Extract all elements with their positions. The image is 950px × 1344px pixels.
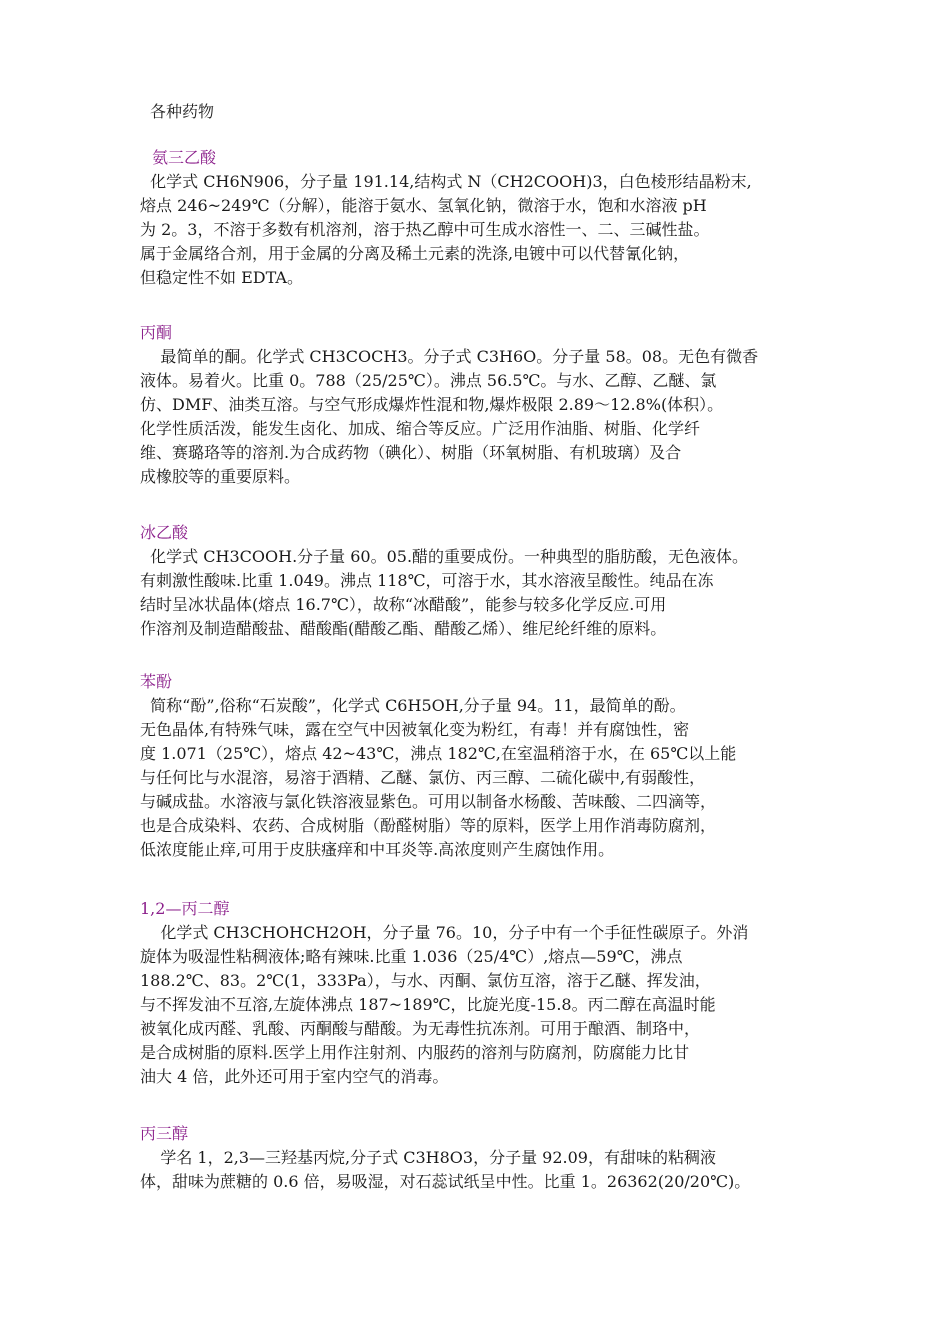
body-line: 188.2℃、83。2℃(1，333Pa），与水、丙酮、氯仿互溶，溶于乙醚、挥发油， (140, 971, 711, 990)
section-heading: 氨三乙酸 (152, 148, 217, 167)
body-line: 与碱成盐。水溶液与氯化铁溶液显紫色。可用以制备水杨酸、苦味酸、二四滴等， (140, 792, 717, 811)
body-line: 也是合成染料、农药、合成树脂（酚醛树脂）等的原料，医学上用作消毒防腐剂， (140, 816, 717, 835)
body-line: 化学性质活泼，能发生卤化、加成、缩合等反应。广泛用作油脂、树脂、化学纤 (140, 419, 701, 438)
body-line: 无色晶体,有特殊气味，露在空气中因被氧化变为粉红，有毒！并有腐蚀性，密 (140, 720, 690, 739)
body-line: 与任何比与水混溶，易溶于酒精、乙醚、氯仿、丙三醇、二硫化碳中,有弱酸性， (140, 768, 706, 787)
body-line: 度 1.071（25℃），熔点 42~43℃，沸点 182℃,在室温稍溶于水，在 65℃以上能 (140, 744, 737, 763)
section-propylene-glycol (140, 897, 815, 1089)
section-body (140, 170, 815, 290)
body-line: 作溶剂及制造醋酸盐、醋酸酯(醋酸乙酯、醋酸乙烯）、维尼纶纤维的原料。 (140, 619, 667, 638)
section-phenol (140, 670, 815, 862)
body-line: 最简单的酮。化学式 CH3COCH3。分子式 C3H6O。分子量 58。08。无色有微香 (140, 347, 759, 366)
section-heading: 冰乙酸 (140, 523, 189, 542)
section-glacial-acetic-acid (140, 521, 815, 641)
body-line: 被氧化成丙醛、乳酸、丙酮酸与醋酸。为无毒性抗冻剂。可用于酿酒、制珞中， (140, 1019, 701, 1038)
body-line: 简称“酚”,俗称“石炭酸”，化学式 C6H5OH,分子量 94。11，最简单的酚。 (140, 696, 686, 715)
body-line: 仿、DMF、油类互溶。与空气形成爆炸性混和物,爆炸极限 2.89～12.8%(体积）。 (140, 395, 724, 414)
body-line: 有刺激性酸味.比重 1.049。沸点 118℃，可溶于水，其水溶液呈酸性。纯品在冻 (140, 571, 714, 590)
section-heading: 丙酮 (140, 323, 173, 342)
body-line: 成橡胶等的重要原料。 (140, 467, 301, 486)
body-line: 学名 1，2,3—三羟基丙烷,分子式 C3H8O3，分子量 92.09，有甜味的粘稠液 (140, 1148, 716, 1167)
section-body (140, 694, 815, 862)
body-line: 结时呈冰状晶体(熔点 16.7℃），故称“冰醋酸”，能参与较多化学反应.可用 (140, 595, 667, 614)
section-body (140, 345, 815, 489)
section-body (140, 1146, 815, 1194)
body-line: 化学式 CH3CHOHCH2OH，分子量 76。10，分子中有一个手征性碳原子。外消 (140, 923, 749, 942)
section-heading: 苯酚 (140, 672, 173, 691)
section-nitrilotriacetic-acid (140, 146, 815, 290)
body-line: 与不挥发油不互溶,左旋体沸点 187~189℃，比旋光度-15.8。丙二醇在高温时能 (140, 995, 716, 1014)
section-glycerol (140, 1122, 815, 1194)
section-heading: 丙三醇 (140, 1124, 189, 1143)
section-heading: 1,2—丙二醇 (140, 899, 230, 918)
body-line: 维、赛璐珞等的溶剂.为合成药物（碘化）、树脂（环氧树脂、有机玻璃）及合 (140, 443, 682, 462)
body-line: 为 2。3，不溶于多数有机溶剂，溶于热乙醇中可生成水溶性一、二、三碱性盐。 (140, 220, 710, 239)
section-body (140, 545, 815, 641)
body-line: 液体。易着火。比重 0。788（25/25℃）。沸点 56.5℃。与水、乙醇、乙醚、氯 (140, 371, 717, 390)
body-line: 属于金属络合剂，用于金属的分离及稀土元素的洗涤,电镀中可以代替氰化钠， (140, 244, 690, 263)
body-line: 是合成树脂的原料.医学上用作注射剂、内服药的溶剂与防腐剂，防腐能力比甘 (140, 1043, 690, 1062)
body-line: 油大 4 倍，此外还可用于室内空气的消毒。 (140, 1067, 449, 1086)
document-title: 各种药物 (150, 102, 215, 121)
body-line: 但稳定性不如 EDTA。 (140, 268, 303, 287)
body-line: 化学式 CH6N906，分子量 191.14,结构式 N（CH2COOH)3，白色棱形结晶粉末, (140, 172, 752, 191)
body-line: 旋体为吸湿性粘稠液体;略有辣味.比重 1.036（25/4℃）,熔点—59℃，沸点 (140, 947, 683, 966)
body-line: 化学式 CH3COOH.分子量 60。05.醋的重要成份。一种典型的脂肪酸，无色液体。 (140, 547, 749, 566)
section-body (140, 921, 815, 1089)
body-line: 体，甜味为蔗糖的 0.6 倍，易吸湿，对石蕊试纸呈中性。比重 1。26362(20/20℃)。 (140, 1172, 751, 1191)
body-line: 熔点 246~249℃（分解），能溶于氨水、氢氧化钠，微溶于水，饱和水溶液 pH (140, 196, 707, 215)
body-line: 低浓度能止痒,可用于皮肤瘙痒和中耳炎等.高浓度则产生腐蚀作用。 (140, 840, 615, 859)
section-acetone (140, 321, 815, 489)
